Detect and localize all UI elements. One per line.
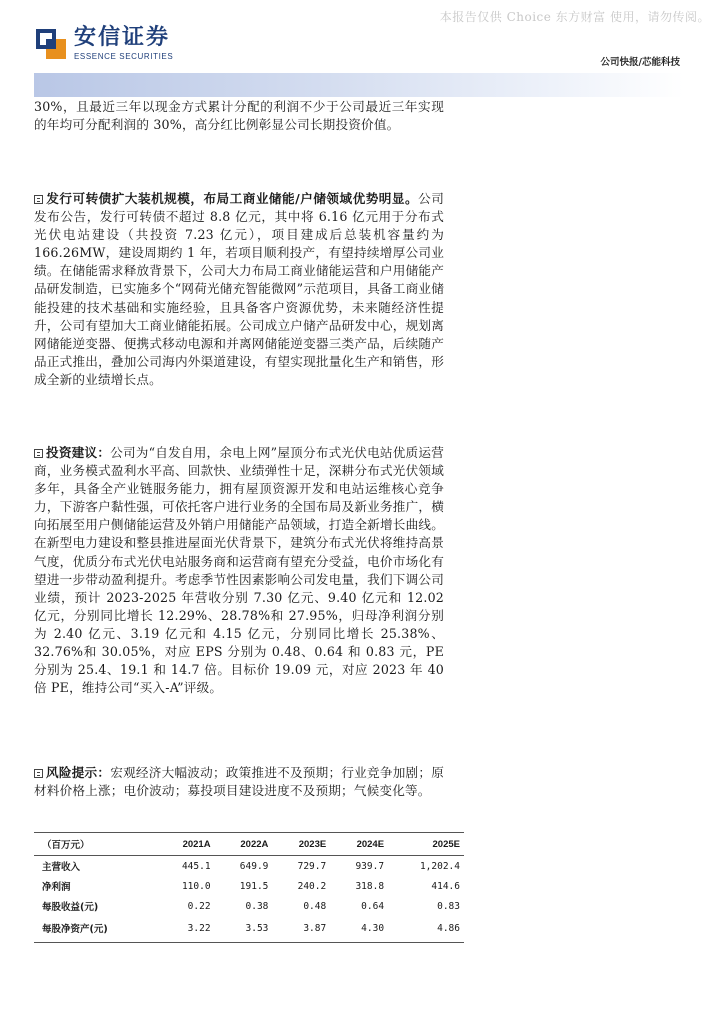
logo-mark-icon	[34, 27, 68, 61]
paragraph-dividend: 30%，且最近三年以现金方式累计分配的利润不少于公司最近三年实现的年均可分配利润的 30%，高分红比例彰显公司长期投资价值。	[34, 99, 444, 133]
watermark-text: 本报告仅供 Choice 东方财富 使用，请勿传阅。	[439, 10, 710, 24]
table-header-year: 2021A	[157, 833, 215, 856]
financial-summary-table	[34, 832, 464, 943]
table-cell: 0.48	[303, 900, 327, 912]
list-bullet-icon	[34, 195, 43, 204]
table-cell: 3.53	[215, 916, 273, 943]
table-row	[34, 896, 464, 916]
table-header-unit: （百万元）	[34, 833, 157, 856]
table-row	[34, 876, 464, 896]
table-cell: 318.8	[355, 880, 385, 892]
table-cell: 0.38	[245, 900, 269, 912]
logo-chinese-name: 安信证券	[74, 25, 171, 50]
table-cell: 649.9	[239, 860, 269, 872]
list-bullet-icon	[34, 449, 43, 458]
table-cell: 445.1	[181, 860, 211, 872]
logo-english-name: ESSENCE SECURITIES	[74, 52, 174, 61]
table-cell: 0.64	[361, 900, 385, 912]
table-cell: 110.0	[181, 880, 211, 892]
row-label: 每股净资产(元)	[34, 916, 157, 943]
paragraph-heading: 发行可转债扩大装机规模，布局工商业储能/户储领域优势明显。	[46, 191, 419, 206]
company-logo	[34, 26, 173, 61]
table-cell: 729.7	[297, 860, 327, 872]
table-header-year: 2024E	[330, 833, 388, 856]
table-cell: 939.7	[355, 860, 385, 872]
table-header-year: 2023E	[272, 833, 330, 856]
table-cell: 414.6	[431, 880, 460, 892]
paragraph-text: 宏观经济大幅波动；政策推进不及预期；行业竞争加剧；原材料价格上涨；电价波动；募投项目建设进度不及预期；气候变化等。	[34, 765, 445, 799]
table-cell: 191.5	[239, 880, 269, 892]
report-type-label: 公司快报/芯能科技	[600, 57, 680, 68]
paragraph-heading: 投资建议：	[46, 445, 111, 460]
table-row	[34, 856, 464, 877]
table-cell: 3.22	[157, 916, 215, 943]
table-cell: 4.86	[388, 916, 464, 943]
list-bullet-icon	[34, 769, 43, 778]
paragraph-text: 公司发布公告，发行可转债不超过 8.8 亿元，其中将 6.16 亿元用于分布式光伏电站建设（共投资 7.23 亿元），项目建成后总装机容量约为 166.26MW，建设周期约 1 年，若项目顺利投产，有望持续增厚公司业绩。在储能需求释放背景下，公司大力布局工商业储能运营和户用储能产品研发制造，已实施多个“网荷光储充智能微网”示范项目，具备工商业储能投建的技术基础和实施经验，且具备客户资源优势，未来随经济性提升，公司有望加大工商业储能拓展。公司成立户储产品研发中心，规划离网储能逆变器、便携式移动电源和并离网储能逆变器三类产品，后续随产品正式推出，叠加公司海内外渠道建设，有望实现批量化生产和销售，形成全新的业绩增长点。	[34, 191, 444, 387]
table-cell: 3.87	[272, 916, 330, 943]
header-band	[34, 73, 684, 97]
paragraph-investment-advice	[34, 444, 444, 697]
table-header-row	[34, 833, 464, 856]
table-cell: 240.2	[297, 880, 327, 892]
table-header-year: 2022A	[215, 833, 273, 856]
table-cell: 0.83	[437, 900, 460, 912]
row-label: 净利润	[42, 882, 71, 893]
table-header-year: 2025E	[388, 833, 464, 856]
paragraph-text: 公司为“自发自用，余电上网”屋顶分布式光伏电站优质运营商，业务模式盈利水平高、回款快、业绩弹性十足，深耕分布式光伏领域多年，具备全产业链服务能力，拥有屋顶资源开发和电站运维核心竞争力，下游客户黏性强，可依托客户进行业务的全国布局及新业务推广，横向拓展至用户侧储能运营及外销户用储能产品领域，打造全新增长曲线。在新型电力建设和整县推进屋面光伏背景下，建筑分布式光伏将维持高景气度，优质分布式光伏电站服务商和运营商有望充分受益，电价市场化有望进一步带动盈利提升。考虑季节性因素影响公司发电量，我们下调公司业绩，预计 2023-2025 年营收分别 7.30 亿元、9.40 亿元和 12.02 亿元，分别同比增长 12.29%、28.78%和 27.95%，归母净利润分别为 2.40 亿元、3.19 亿元和 4.15 亿元，分别同比增长 25.38%、32.76%和 30.05%，对应 EPS 分别为 0.48、0.64 和 0.83 元，PE 分别为 25.4、19.1 和 14.7 倍。目标价 19.09 元，对应 2023 年 40 倍 PE，维持公司“买入-A”评级。	[34, 445, 444, 696]
table-row	[34, 916, 464, 943]
table-cell: 0.22	[187, 900, 211, 912]
row-label: 每股收益(元)	[42, 902, 99, 913]
paragraph-heading: 风险提示：	[46, 765, 111, 780]
table-cell: 4.30	[330, 916, 388, 943]
row-label: 主营收入	[42, 862, 81, 873]
paragraph-convertible-bond	[34, 190, 444, 389]
table-cell: 1,202.4	[419, 860, 460, 872]
paragraph-risk-warning	[34, 764, 444, 800]
